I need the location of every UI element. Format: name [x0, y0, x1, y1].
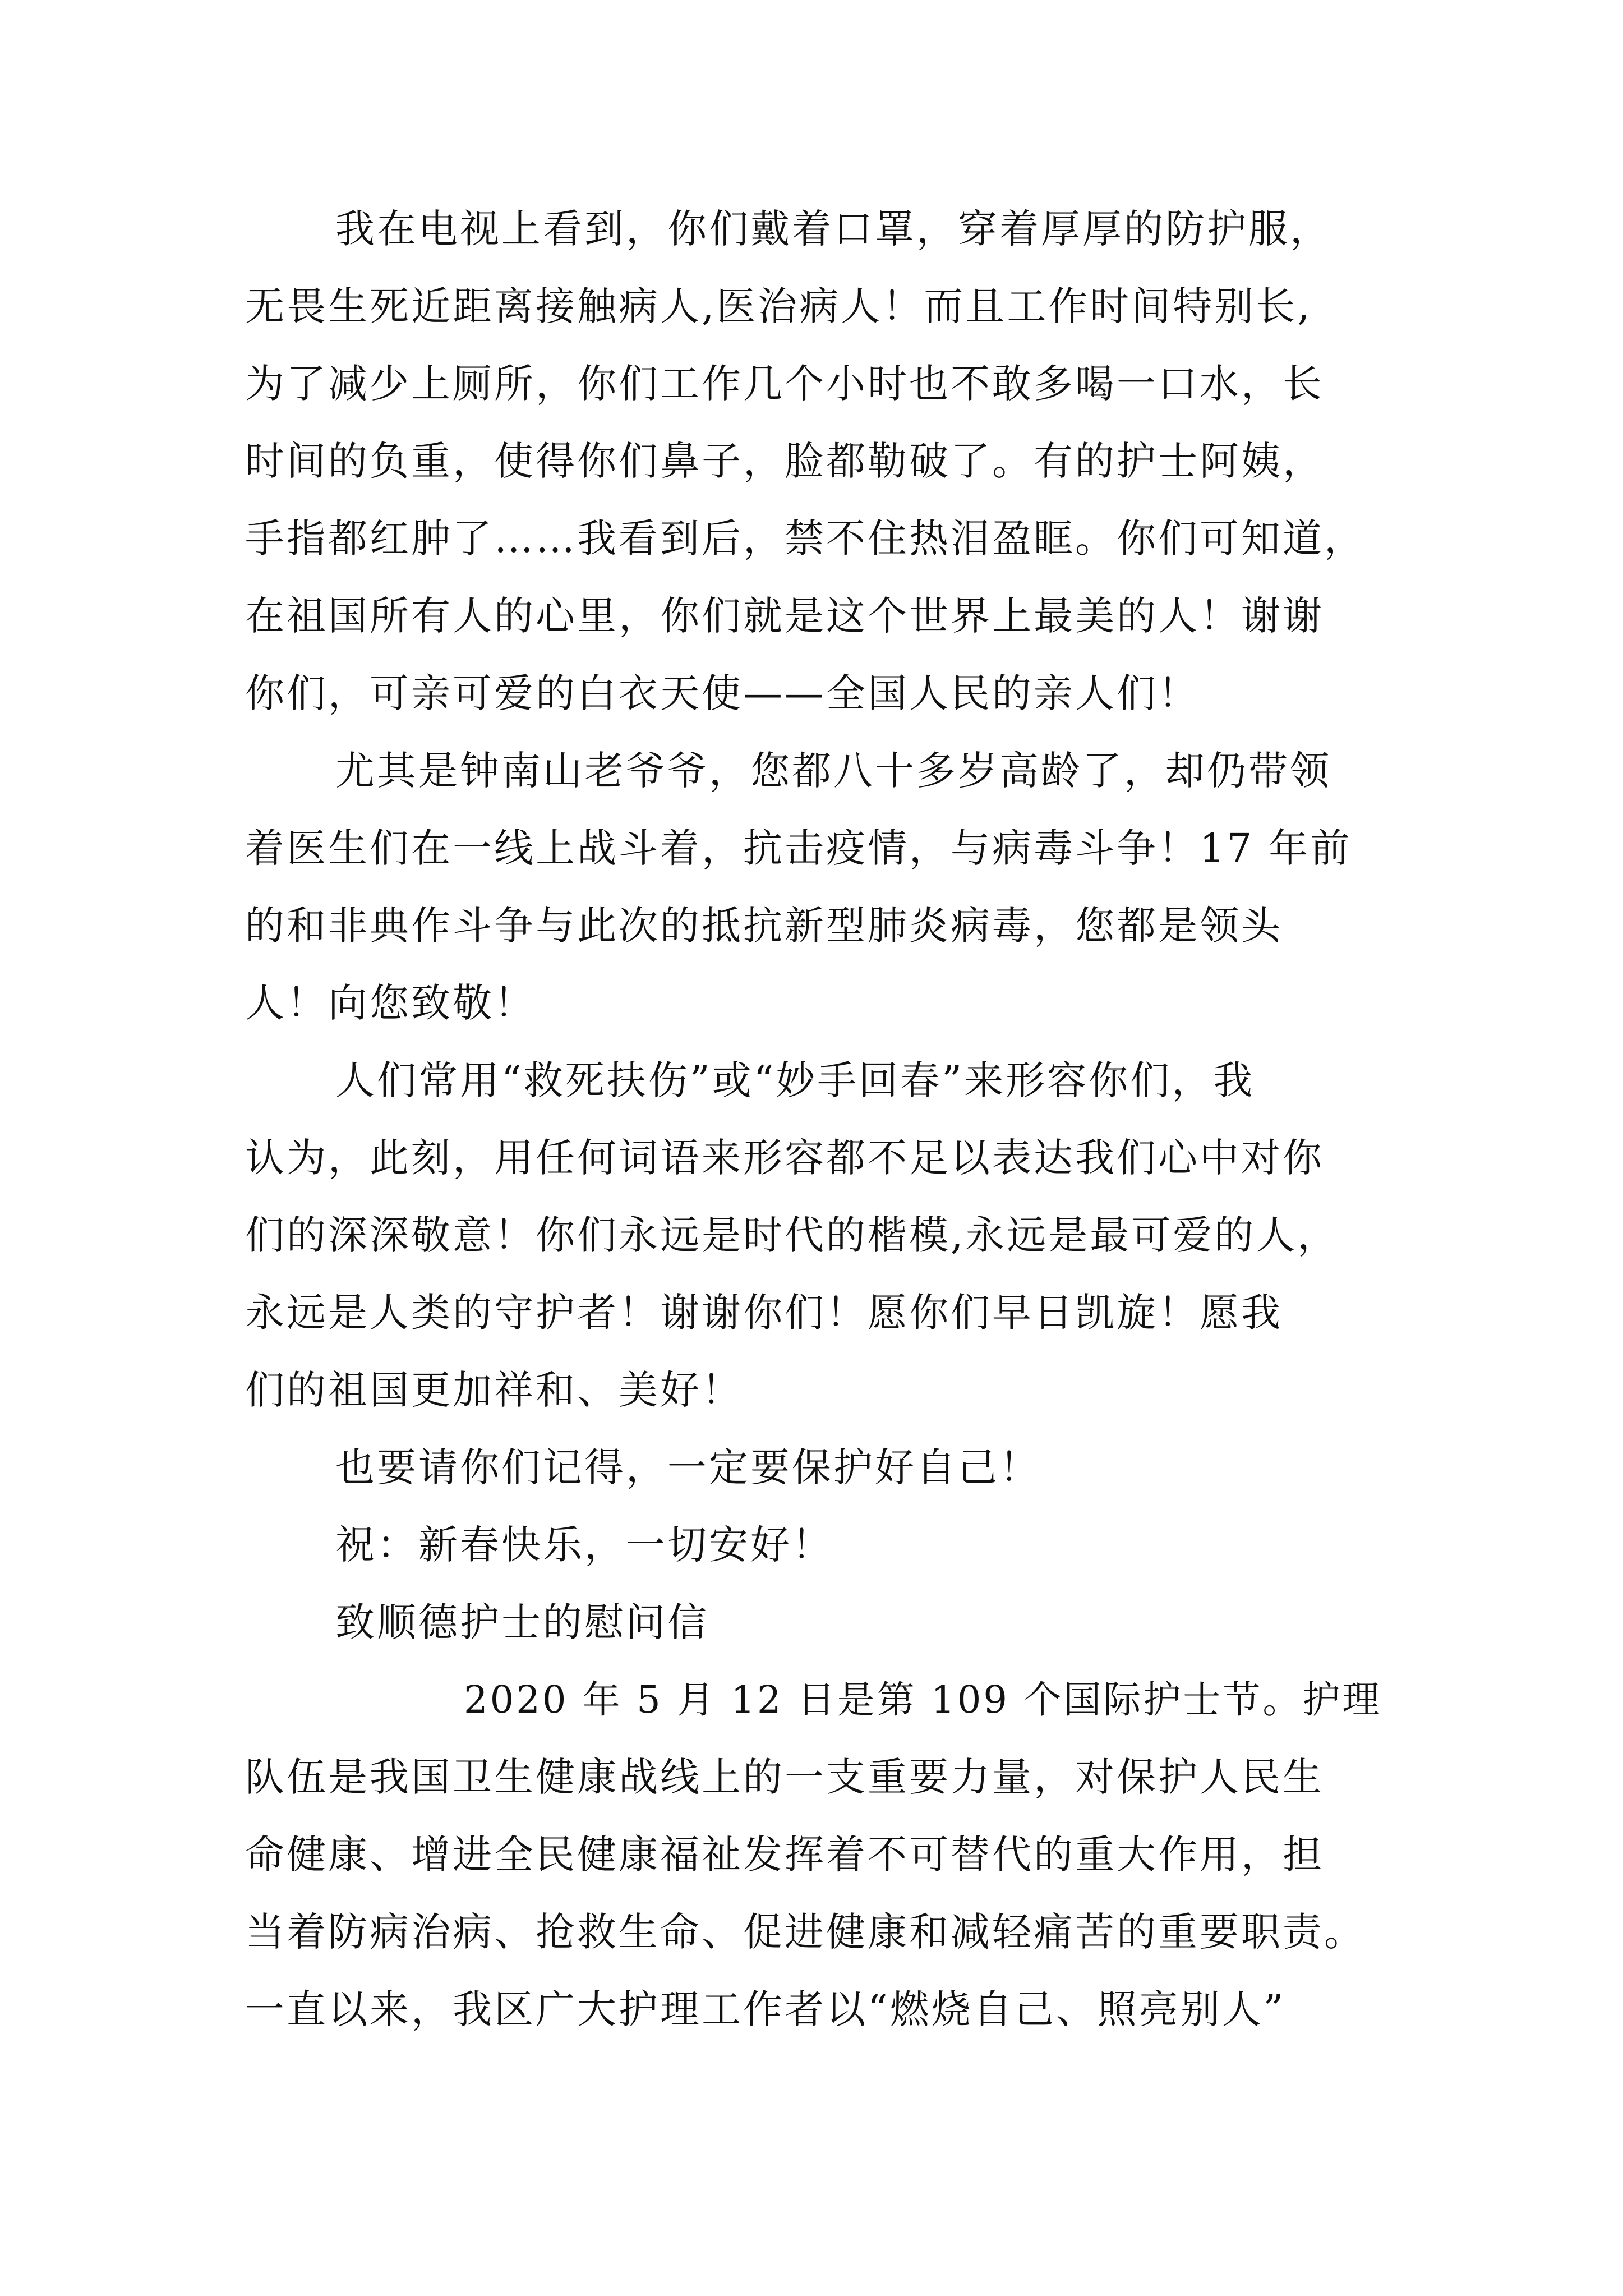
- text-line: 当着防病治病、抢救生命、促进健康和减轻痛苦的重要职责。: [245, 1909, 1366, 1955]
- text-line: 们的祖国更加祥和、美好！: [245, 1367, 743, 1413]
- text-line: 时间的负重，使得你们鼻子，脸都勒破了。有的护士阿姨，: [245, 438, 1324, 484]
- text-line: 无畏生死近距离接触病人,医治病人！而且工作时间特别长,: [245, 283, 1312, 329]
- text-line: 2020 年 5 月 12 日是第 109 个国际护士节。护理: [464, 1678, 1382, 1722]
- text-line: 在祖国所有人的心里，你们就是这个世界上最美的人！谢谢: [245, 593, 1324, 639]
- text-line: 队伍是我国卫生健康战线上的一支重要力量，对保护人民生: [245, 1754, 1324, 1800]
- text-line: 也要请你们记得，一定要保护好自己！: [335, 1444, 1041, 1490]
- text-line: 我在电视上看到，你们戴着口罩，穿着厚厚的防护服，: [335, 206, 1331, 252]
- text-line: 尤其是钟南山老爷爷，您都八十多岁高龄了，却仍带领: [335, 748, 1331, 794]
- text-line: 人们常用“救死扶伤”或“妙手回春”来形容你们，我: [335, 1057, 1255, 1103]
- text-line: 命健康、增进全民健康福祉发挥着不可替代的重大作用，担: [245, 1832, 1324, 1878]
- text-line: 手指都红肿了……我看到后，禁不住热泪盈眶。你们可知道，: [245, 516, 1366, 562]
- text-line: 永远是人类的守护者！谢谢你们！愿你们早日凯旋！愿我: [245, 1290, 1283, 1336]
- section-heading: 致顺德护士的慰问信: [335, 1599, 709, 1645]
- text-line: 们的深深敬意！你们永远是时代的楷模,永远是最可爱的人，: [245, 1212, 1339, 1258]
- text-line: 为了减少上厕所，你们工作几个小时也不敢多喝一口水，长: [245, 361, 1324, 407]
- text-line: 祝：新春快乐，一切安好！: [335, 1522, 833, 1568]
- text-line: 一直以来，我区广大护理工作者以“燃烧自己、照亮别人”: [245, 1986, 1286, 2032]
- text-line: 你们，可亲可爱的白衣天使——全国人民的亲人们！: [245, 670, 1200, 716]
- text-line: 着医生们在一线上战斗着，抗击疫情，与病毒斗争！17 年前: [245, 825, 1352, 871]
- text-line: 认为，此刻，用任何词语来形容都不足以表达我们心中对你: [245, 1135, 1324, 1181]
- text-line: 人！向您致敬！: [245, 980, 536, 1026]
- text-line: 的和非典作斗争与此次的抵抗新型肺炎病毒，您都是领头: [245, 903, 1283, 949]
